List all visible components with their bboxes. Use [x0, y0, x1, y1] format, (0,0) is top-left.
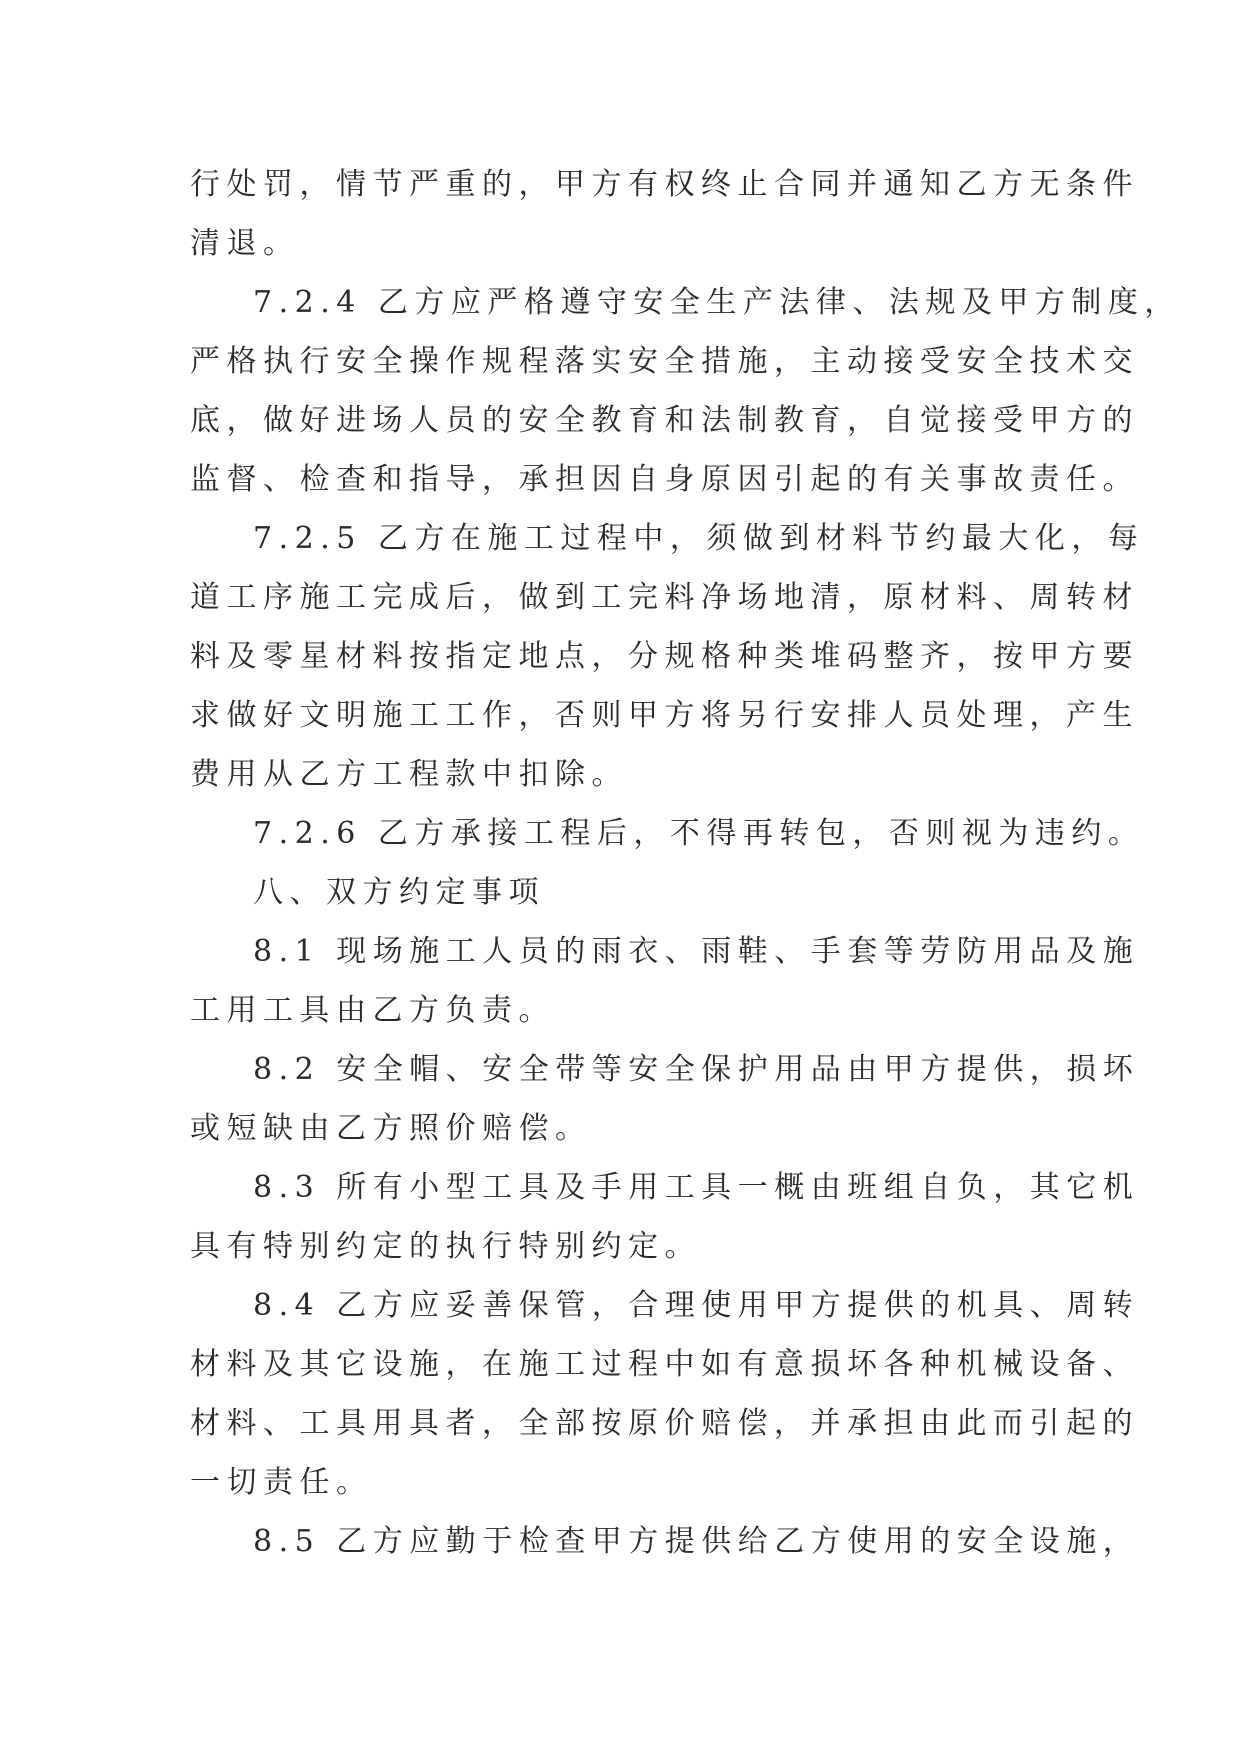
text-line: 材料、工具用具者，全部按原价赔偿，并承担由此而引起的: [190, 1406, 1139, 1441]
text-line: 求做好文明施工工作，否则甲方将另行安排人员处理，产生: [190, 698, 1139, 733]
text-line: 监督、检查和指导，承担因自身原因引起的有关事故责任。: [190, 462, 1139, 497]
text-line: 工用工具由乙方负责。: [190, 993, 555, 1028]
text-line: 一切责任。: [190, 1465, 373, 1500]
text-line: 底，做好进场人员的安全教育和法制教育，自觉接受甲方的: [190, 403, 1139, 438]
text-line: 具有特别约定的执行特别约定。: [190, 1229, 701, 1264]
text-line: 或短缺由乙方照价赔偿。: [190, 1111, 592, 1146]
clause-7-2-6: 7.2.6 乙方承接工程后，不得再转包，否则视为违约。: [253, 816, 1145, 851]
clause-8-2: 8.2 安全帽、安全带等安全保护用品由甲方提供，损坏: [253, 1052, 1140, 1087]
clause-7-2-4: 7.2.4 乙方应严格遵守安全生产法律、法规及甲方制度，: [253, 285, 1181, 320]
text-line: 清退。: [190, 226, 300, 261]
text-line: 费用从乙方工程款中扣除。: [190, 757, 628, 792]
text-line: 道工序施工完成后，做到工完料净场地清，原材料、周转材: [190, 580, 1139, 615]
text-line: 材料及其它设施，在施工过程中如有意损坏各种机械设备、: [190, 1347, 1139, 1382]
clause-7-2-5: 7.2.5 乙方在施工过程中，须做到材料节约最大化，每: [253, 521, 1145, 556]
clause-8-5: 8.5 乙方应勤于检查甲方提供给乙方使用的安全设施，: [253, 1524, 1140, 1559]
text-line: 行处罚，情节严重的，甲方有权终止合同并通知乙方无条件: [190, 167, 1139, 202]
clause-8-4: 8.4 乙方应妥善保管，合理使用甲方提供的机具、周转: [253, 1288, 1140, 1323]
section-heading-8: 八、双方约定事项: [253, 875, 545, 910]
text-line: 严格执行安全操作规程落实安全措施，主动接受安全技术交: [190, 344, 1139, 379]
text-line: 料及零星材料按指定地点，分规格种类堆码整齐，按甲方要: [190, 639, 1139, 674]
clause-8-3: 8.3 所有小型工具及手用工具一概由班组自负，其它机: [253, 1170, 1140, 1205]
clause-8-1: 8.1 现场施工人员的雨衣、雨鞋、手套等劳防用品及施: [253, 934, 1140, 969]
